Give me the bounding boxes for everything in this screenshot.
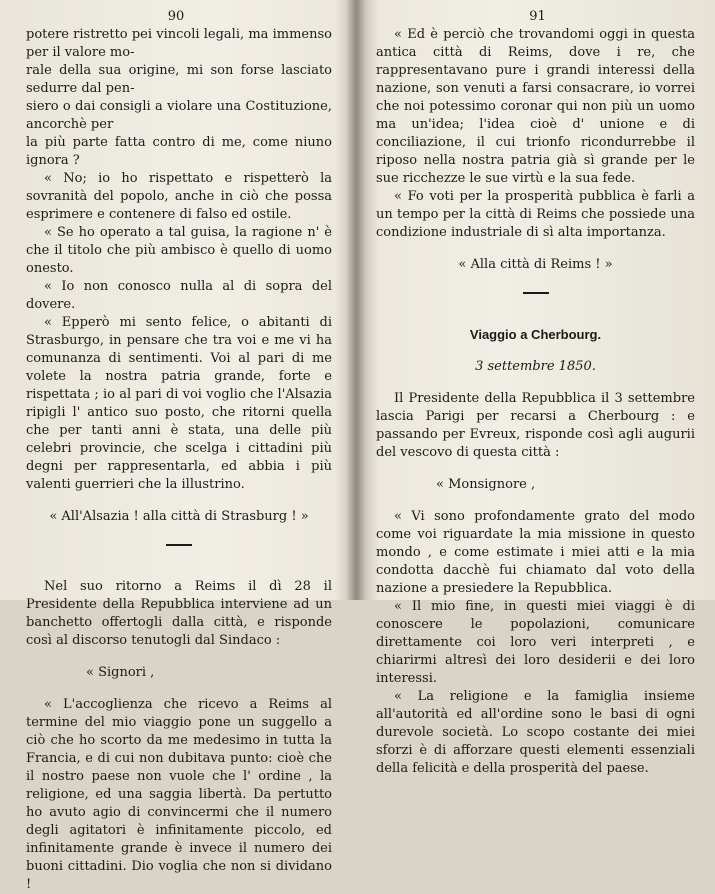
section-divider: [166, 544, 192, 546]
left-page: [0, 0, 352, 892]
paragraph: « Fo voti per la prosperità pubblica è farli a un tempo per la città di Reims che possiede una condizione industriale di sì alta importanza.: [376, 189, 695, 240]
spacer: [26, 682, 332, 696]
spacer: [376, 344, 695, 358]
toast-line: « All'Alsazia ! alla città di Strasburg ! »: [49, 509, 309, 524]
spacer: [376, 312, 695, 326]
page-number-right: 91: [529, 9, 546, 24]
paragraph: « Epperò mi sento felice, o abitanti di Strasburgo, in pensare che tra voi e me vi ha comunanza di sentimenti. Voi al pari di me volete la nostra patria grande, forte e rispettata ; io al pari di voi voglio che l'Alsazia ripigli l' antico suo posto, che ritorni quella che per tanti anni è stata, una delle più celebri provincie, che scelga i cittadini più degni per rappresentarla, ed abbia i più valenti guerrieri che la illustrino.: [26, 315, 332, 492]
section-divider: [523, 292, 549, 294]
paragraph: Il Presidente della Repubblica il 3 settembre lascia Parigi per recarsi a Cherbourg : e passando per Evreux, risponde così agli augurii del vescovo di questa città :: [376, 391, 695, 460]
spacer: [376, 242, 695, 256]
text-line: potere ristretto pei vincoli legali, ma immenso per il valore mo-: [26, 27, 332, 60]
right-page: [360, 0, 715, 776]
right-text-column: [360, 26, 715, 778]
spacer: [26, 650, 332, 664]
salutation: « Signori ,: [86, 665, 155, 680]
text-line: rale della sua origine, mi son forse lasciato sedurre dal pen-: [26, 63, 332, 96]
spacer: [376, 462, 695, 476]
toast-line: « Alla città di Reims ! »: [458, 257, 613, 272]
paragraph: « Vi sono profondamente grato del modo come voi riguardate la mia missione in questo mondo , e come estimate i miei atti e la mia condotta dacchè fui chiamato dal voto della nazione a presiedere la Repubblica.: [376, 509, 695, 596]
section-heading: Viaggio a Cherbourg.: [469, 327, 602, 342]
paragraph: « No; io ho rispettato e rispetterò la sovranità del popolo, anche in ciò che possa esprimere e contenere di falso ed ostile.: [26, 171, 332, 222]
spacer: [376, 376, 695, 390]
spacer: [376, 494, 695, 508]
text-line: la più parte fatta contro di me, come niuno ignora ?: [26, 135, 332, 168]
salutation: « Monsignore ,: [436, 477, 536, 492]
spacer: [26, 494, 332, 508]
paragraph: « L'accoglienza che ricevo a Reims al termine del mio viaggio pone un suggello a ciò che ho scorto da me medesimo in tutta la Francia, e di cui non dubitava punto: cioè che il nostro paese non vuole che l' ordine , la religione, ed una saggia libertà. Da pertutto ho avuto agio di convincermi che il numero degli agitatori è infinitamente piccolo, ed infinitamente grande è invece il numero dei buoni cittadini. Dio voglia che non si dividano !: [26, 697, 332, 892]
paragraph: « La religione e la famiglia insieme all'autorità ed all'ordine sono le basi di ogni durevole società. Lo scopo costante dei miei sforzi è di afforzare questi elementi essenziali della felicità e della prosperità del paese.: [376, 689, 695, 776]
text-line: siero o dai consigli a violare una Costituzione, ancorchè per: [26, 99, 332, 132]
paragraph: « Io non conosco nulla al di sopra del dovere.: [26, 279, 332, 312]
paragraph: « Se ho operato a tal guisa, la ragione n' è che il titolo che più ambisco è quello di uomo onesto.: [26, 225, 332, 276]
paragraph: Nel suo ritorno a Reims il dì 28 il Presidente della Repubblica interviene ad un banchetto offertogli dalla città, e risponde così al discorso tenutogli dal Sindaco :: [26, 579, 332, 648]
paragraph: « Il mio fine, in questi miei viaggi è di conoscere le popolazioni, comunicare direttamente coi loro veri interpreti , e chiarirmi altresì dei loro desiderii e dei loro interessi.: [376, 599, 695, 686]
section-date: 3 settembre 1850.: [475, 359, 596, 374]
left-text-column: [0, 26, 352, 894]
spacer: [26, 564, 332, 578]
paragraph: « Ed è perciò che trovandomi oggi in questa antica città di Reims, dove i re, che rappresentavano pure i grandi interessi della nazione, son venuti a farsi consacrare, io vorrei che noi potessimo coronar qui non più un uomo ma un'idea; l'idea cioè d' unione e di conciliazione, il cui trionfo ricondurrebbe il riposo nella nostra patria già sì grande per le sue ricchezze le sue virtù e la sua fede.: [376, 27, 695, 186]
page-number-left: 90: [167, 9, 185, 24]
